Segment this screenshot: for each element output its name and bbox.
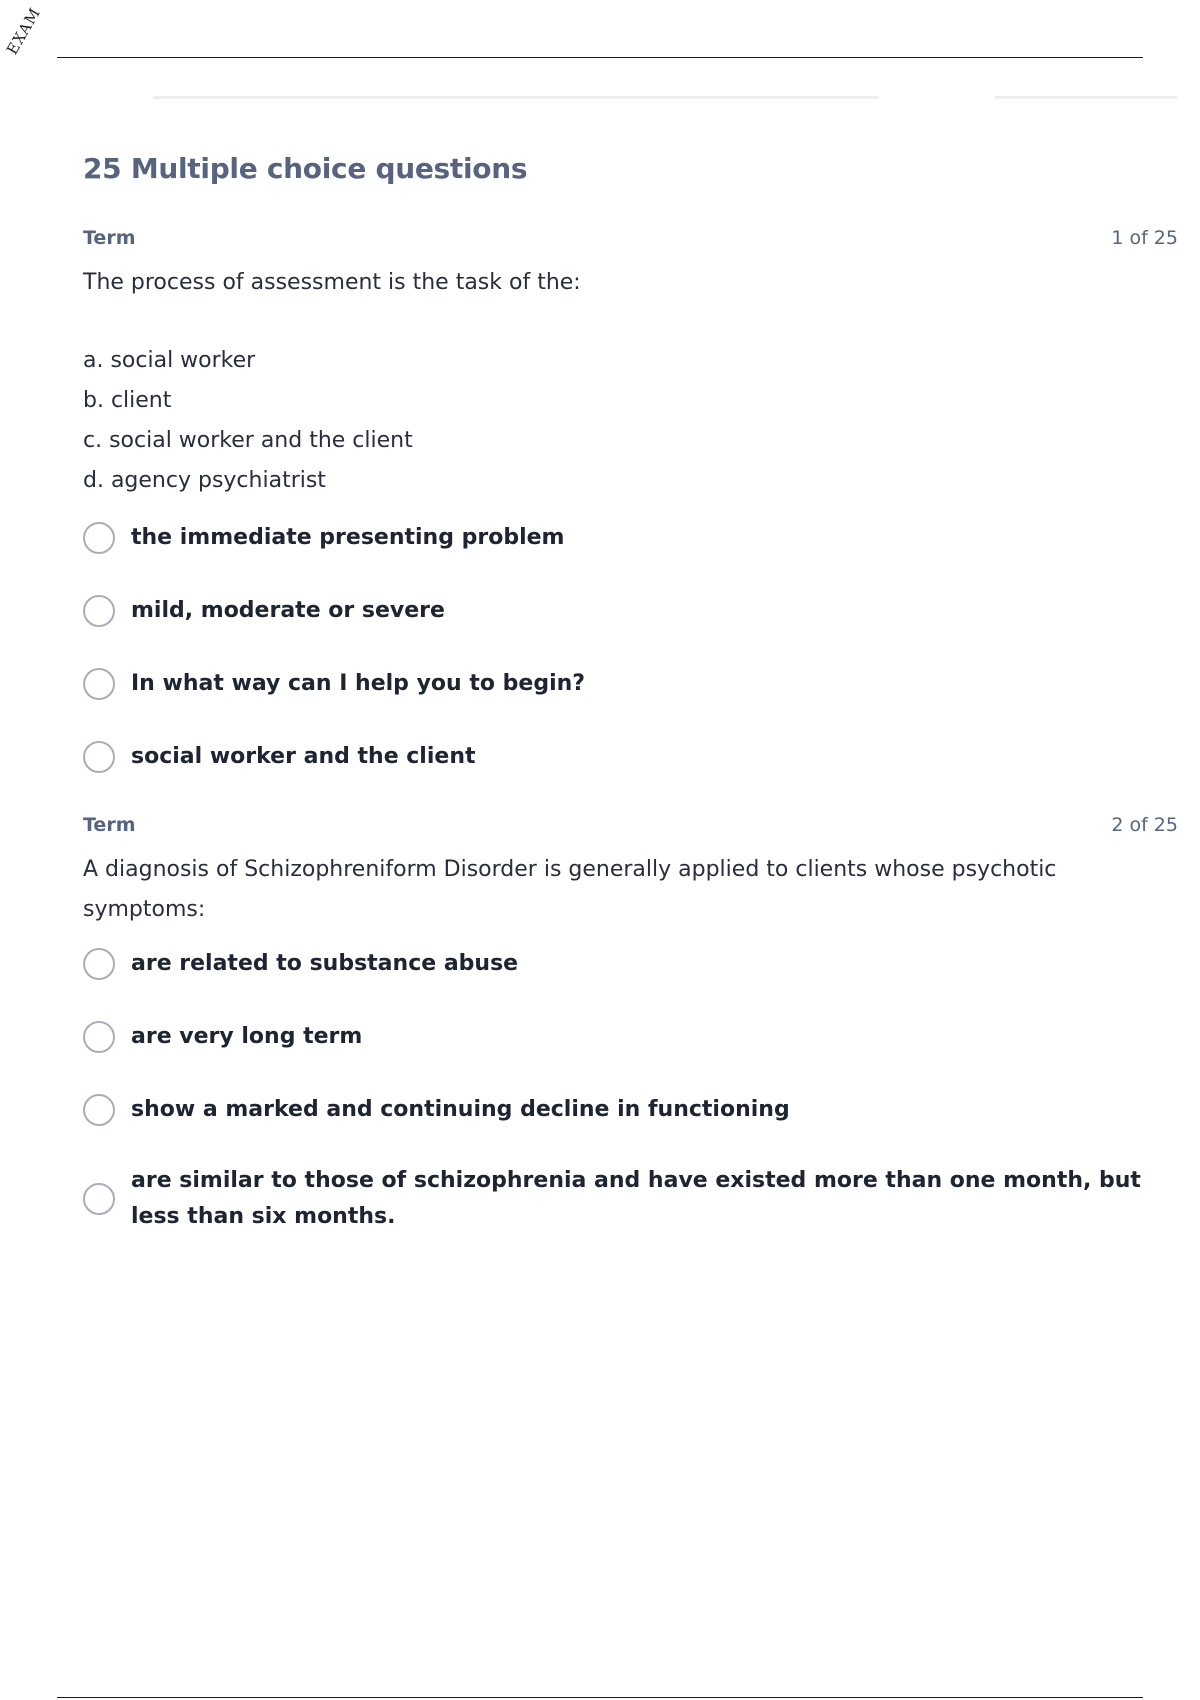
radio-button[interactable] xyxy=(83,1021,115,1053)
question-card xyxy=(83,814,1178,1268)
page-title: 25 Multiple choice questions xyxy=(83,152,528,185)
header-divider-right xyxy=(995,96,1177,99)
answer-option[interactable] xyxy=(83,944,1178,984)
radio-button[interactable] xyxy=(83,1183,115,1215)
choice-list-item: a. social worker xyxy=(83,348,256,373)
top-rule xyxy=(57,57,1143,58)
answer-option-label: social worker and the client xyxy=(131,744,476,769)
choice-list-item: b. client xyxy=(83,388,172,413)
term-label: Term xyxy=(83,814,136,836)
question-choice-list xyxy=(83,341,1178,501)
bottom-rule xyxy=(57,1697,1143,1698)
radio-button[interactable] xyxy=(83,595,115,627)
answer-option-label: are similar to those of schizophrenia and have existed more than one month, but less than six months. xyxy=(131,1168,1141,1229)
header-divider xyxy=(153,96,878,99)
question-card xyxy=(83,227,1178,810)
answer-option-label: mild, moderate or severe xyxy=(131,598,445,623)
question-text: A diagnosis of Schizophreniform Disorder is generally applied to clients whose psychotic symptoms: xyxy=(83,857,1057,922)
answer-option-label: In what way can I help you to begin? xyxy=(131,671,586,696)
choice-list-item: d. agency psychiatrist xyxy=(83,468,326,493)
radio-button[interactable] xyxy=(83,522,115,554)
answer-option-label: are related to substance abuse xyxy=(131,951,519,976)
answer-option-label: are very long term xyxy=(131,1024,363,1049)
radio-button[interactable] xyxy=(83,668,115,700)
answer-option[interactable] xyxy=(83,1017,1178,1057)
answer-option[interactable] xyxy=(83,737,1178,777)
answer-option-label: the immediate presenting problem xyxy=(131,525,565,550)
answer-option[interactable] xyxy=(83,664,1178,704)
question-counter: 1 of 25 xyxy=(1111,227,1178,249)
choice-list-item: c. social worker and the client xyxy=(83,428,413,453)
radio-button[interactable] xyxy=(83,1094,115,1126)
answer-options xyxy=(83,518,1178,777)
answer-option[interactable] xyxy=(83,1090,1178,1130)
answer-option[interactable] xyxy=(83,518,1178,558)
exam-watermark: EXAM xyxy=(3,4,45,58)
term-label: Term xyxy=(83,227,136,249)
answer-options xyxy=(83,944,1178,1235)
question-text: The process of assessment is the task of the: xyxy=(83,270,581,295)
radio-button[interactable] xyxy=(83,741,115,773)
answer-option[interactable] xyxy=(83,1163,1178,1235)
radio-button[interactable] xyxy=(83,948,115,980)
answer-option-label: show a marked and continuing decline in functioning xyxy=(131,1097,790,1122)
question-counter: 2 of 25 xyxy=(1111,814,1178,836)
answer-option[interactable] xyxy=(83,591,1178,631)
